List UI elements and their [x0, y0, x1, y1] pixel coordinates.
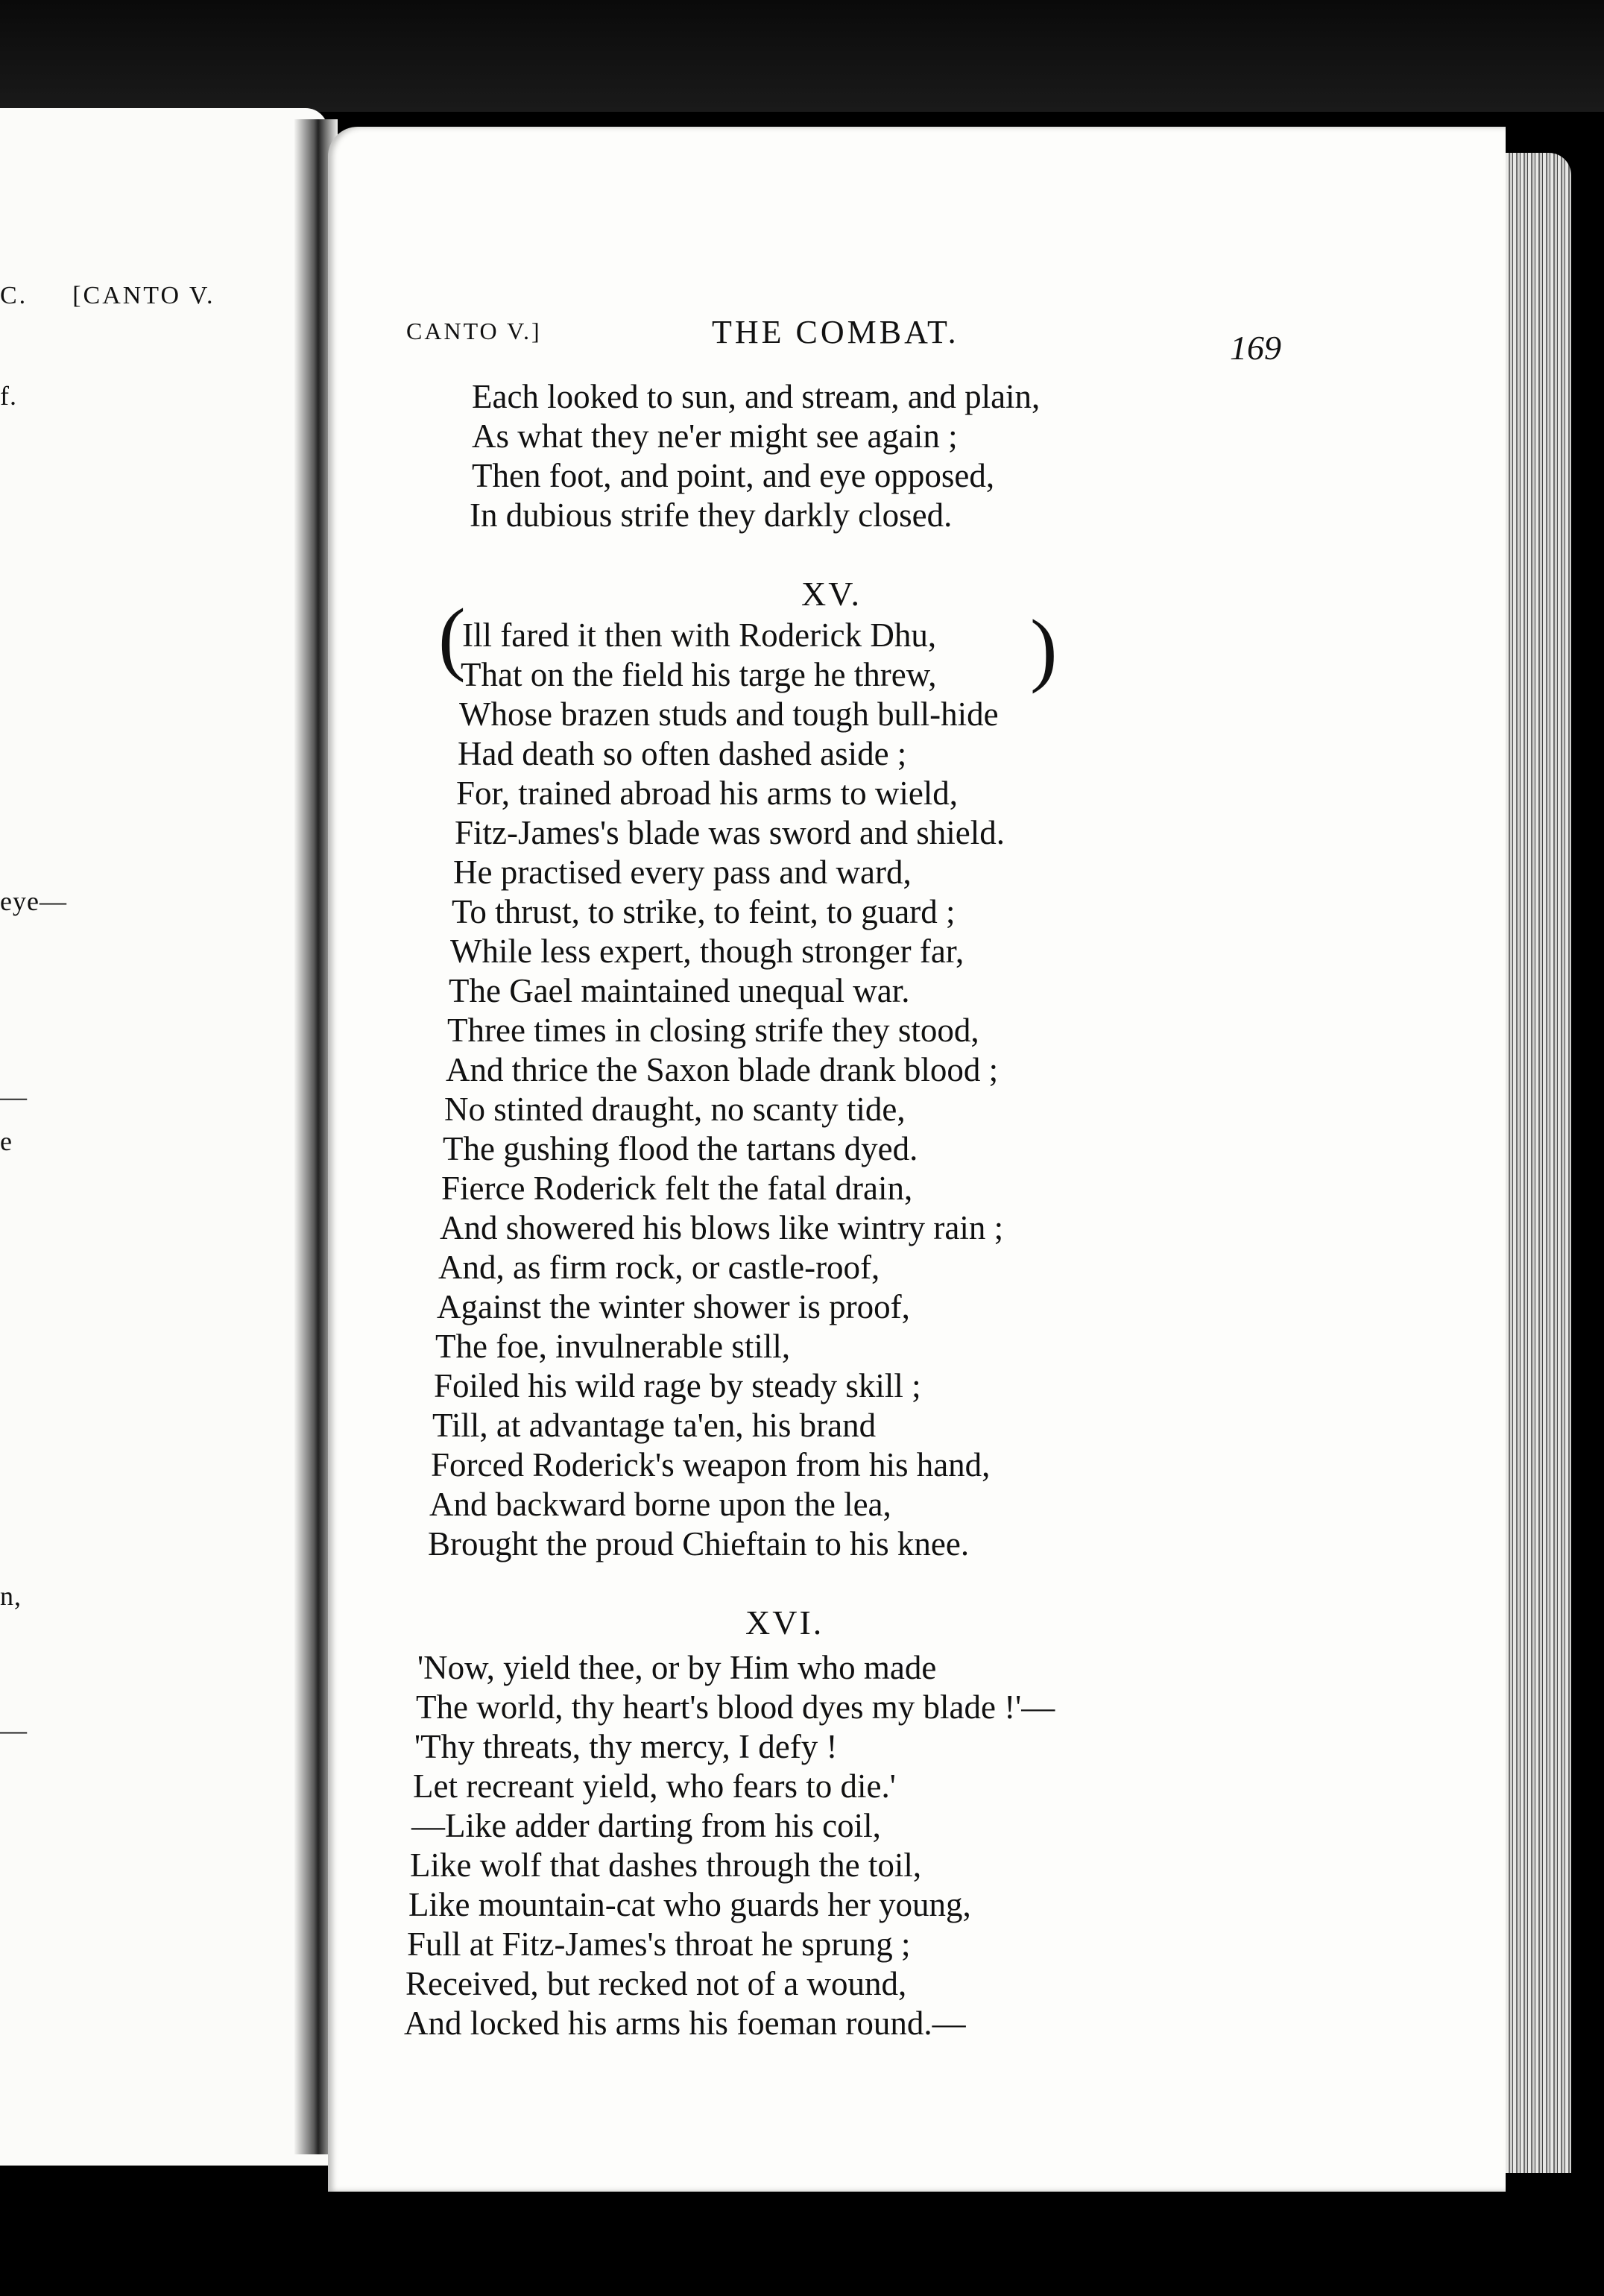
verse-line: And showered his blows like wintry rain ; — [440, 1209, 1004, 1246]
left-fragment: eye— — [0, 886, 67, 916]
verse-line: 'Thy threats, thy mercy, I defy ! — [414, 1728, 838, 1765]
left-fragment: f. — [0, 381, 17, 411]
verse-line: Let recreant yield, who fears to die.' — [413, 1767, 896, 1805]
verse-line: Fierce Roderick felt the fatal drain, — [441, 1170, 913, 1207]
running-head-title: THE COMBAT. — [712, 314, 959, 350]
verse-line: Till, at advantage ta'en, his brand — [432, 1407, 877, 1444]
left-fragment: e — [0, 1126, 13, 1156]
close-bracket-mark: ) — [1030, 603, 1058, 694]
stanza-number: XVI. — [745, 1603, 824, 1641]
verse-line: —Like adder darting from his coil, — [411, 1807, 881, 1844]
verse-line: The Gael maintained unequal war. — [449, 972, 910, 1009]
verse-line: To thrust, to strike, to feint, to guard ; — [452, 893, 956, 930]
verse-line: That on the field his targe he threw, — [461, 656, 937, 693]
verse-line: Foiled his wild rage by steady skill ; — [434, 1367, 921, 1404]
verse-line: The gushing flood the tartans dyed. — [443, 1130, 918, 1167]
left-fragment: — — [0, 1715, 28, 1745]
verse-line: For, trained abroad his arms to wield, — [456, 775, 959, 812]
running-head-canto: CANTO V.] — [406, 318, 542, 344]
verse-line: While less expert, though stronger far, — [450, 933, 964, 970]
verse-line: Had death so often dashed aside ; — [458, 735, 907, 772]
verse-line: Like wolf that dashes through the toil, — [410, 1846, 922, 1884]
left-fragment: — — [0, 1082, 28, 1111]
verse-line: The world, thy heart's blood dyes my blade !'— — [416, 1688, 1055, 1726]
verse-line: In dubious strife they darkly closed. — [470, 496, 953, 534]
verse-line: Brought the proud Chieftain to his knee. — [428, 1525, 970, 1562]
stanza-number: XV. — [801, 575, 862, 613]
verse-line: And thrice the Saxon blade drank blood ; — [446, 1051, 999, 1088]
verse-line: Fitz-James's blade was sword and shield. — [455, 814, 1005, 851]
open-bracket-mark: ( — [438, 592, 466, 683]
verse-line: No stinted draught, no scanty tide, — [444, 1091, 906, 1128]
verse-line: And backward borne upon the lea, — [429, 1486, 891, 1523]
verse-line: And, as firm rock, or castle-roof, — [438, 1249, 880, 1286]
left-fragment: n, — [0, 1581, 22, 1611]
verse-line: The foe, invulnerable still, — [435, 1328, 791, 1365]
verse-line: Whose brazen studs and tough bull-hide — [459, 696, 999, 733]
top-shadow — [0, 0, 1604, 112]
verse-line: Each looked to sun, and stream, and plain, — [472, 378, 1041, 415]
left-running-head — [0, 282, 215, 310]
verse-line: Three times in closing strife they stood, — [447, 1012, 979, 1049]
verse-line: Forced Roderick's weapon from his hand, — [431, 1446, 991, 1483]
verse-line: And locked his arms his foeman round.— — [404, 2005, 966, 2042]
verse-line: 'Now, yield thee, or by Him who made — [417, 1649, 937, 1686]
left-page — [0, 108, 328, 2166]
verse-line: Ill fared it then with Roderick Dhu, — [462, 616, 937, 654]
left-header-mark: C. — [0, 282, 28, 309]
page-number: 169 — [1230, 329, 1281, 367]
verse-line: As what they ne'er might see again ; — [472, 417, 958, 455]
verse-line: Then foot, and point, and eye opposed, — [472, 457, 995, 494]
verse-line: Full at Fitz-James's throat he sprung ; — [407, 1926, 911, 1963]
verse-line: Like mountain-cat who guards her young, — [408, 1886, 971, 1923]
verse-line: Against the winter shower is proof, — [437, 1288, 910, 1325]
verse-line: Received, but recked not of a wound, — [405, 1965, 907, 2002]
running-head — [406, 313, 1316, 367]
verse-line: He practised every pass and ward, — [453, 854, 912, 891]
left-header-canto: [CANTO V. — [72, 282, 215, 309]
